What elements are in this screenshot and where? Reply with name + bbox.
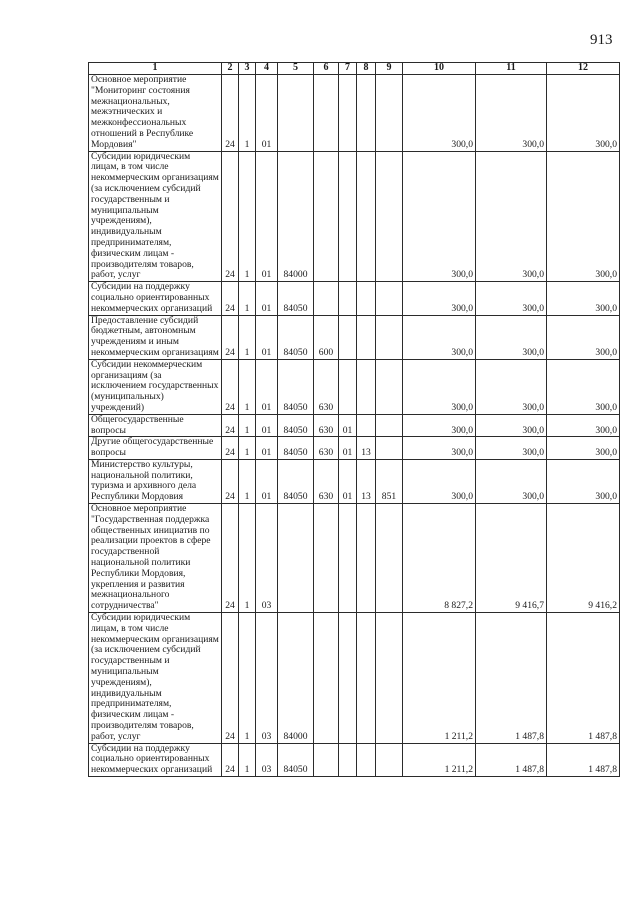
amount-year-2-cell: 300,0 xyxy=(476,414,547,437)
chapter-code-cell xyxy=(339,75,357,152)
chapter-code-cell xyxy=(339,504,357,613)
subsection-code-cell xyxy=(357,613,376,744)
subsection-code-cell xyxy=(357,743,376,776)
row-name-cell: Субсидии некоммерческим организациям (за исключением государственных (муниципальных) учреждений) xyxy=(89,359,222,414)
expense-type-cell xyxy=(314,75,339,152)
program-code-cell: 1 xyxy=(239,75,256,152)
amount-year-3-cell: 1 487,8 xyxy=(547,743,620,776)
event-code-cell: 01 xyxy=(256,459,278,503)
table-row xyxy=(89,613,620,744)
section-code-cell: 24 xyxy=(222,504,239,613)
expense-type-cell xyxy=(314,282,339,315)
direction-code-cell: 84050 xyxy=(278,414,314,437)
ministry-code-cell xyxy=(376,75,403,152)
column-header: 7 xyxy=(339,63,357,75)
table-row xyxy=(89,282,620,315)
column-header: 6 xyxy=(314,63,339,75)
program-code-cell: 1 xyxy=(239,414,256,437)
ministry-code-cell: 851 xyxy=(376,459,403,503)
amount-year-1-cell: 300,0 xyxy=(403,151,476,282)
amount-year-2-cell: 300,0 xyxy=(476,315,547,359)
amount-year-2-cell: 1 487,8 xyxy=(476,743,547,776)
program-code-cell: 1 xyxy=(239,459,256,503)
amount-year-2-cell: 300,0 xyxy=(476,437,547,460)
chapter-code-cell xyxy=(339,359,357,414)
direction-code-cell: 84050 xyxy=(278,359,314,414)
subsection-code-cell xyxy=(357,282,376,315)
ministry-code-cell xyxy=(376,613,403,744)
direction-code-cell: 84000 xyxy=(278,613,314,744)
amount-year-1-cell: 300,0 xyxy=(403,414,476,437)
chapter-code-cell xyxy=(339,613,357,744)
header-row xyxy=(89,63,620,75)
direction-code-cell: 84050 xyxy=(278,282,314,315)
amount-year-2-cell: 1 487,8 xyxy=(476,613,547,744)
amount-year-3-cell: 300,0 xyxy=(547,414,620,437)
amount-year-3-cell: 300,0 xyxy=(547,282,620,315)
program-code-cell: 1 xyxy=(239,315,256,359)
event-code-cell: 01 xyxy=(256,151,278,282)
subsection-code-cell xyxy=(357,151,376,282)
row-name-cell: Субсидии на поддержку социально ориентированных некоммерческих организаций xyxy=(89,282,222,315)
expense-type-cell: 630 xyxy=(314,359,339,414)
amount-year-1-cell: 8 827,2 xyxy=(403,504,476,613)
chapter-code-cell xyxy=(339,282,357,315)
ministry-code-cell xyxy=(376,359,403,414)
amount-year-1-cell: 300,0 xyxy=(403,459,476,503)
amount-year-3-cell: 300,0 xyxy=(547,359,620,414)
row-name-cell: Общегосударственные вопросы xyxy=(89,414,222,437)
table-row xyxy=(89,743,620,776)
amount-year-1-cell: 300,0 xyxy=(403,282,476,315)
column-header: 4 xyxy=(256,63,278,75)
ministry-code-cell xyxy=(376,414,403,437)
table-row xyxy=(89,437,620,460)
direction-code-cell: 84050 xyxy=(278,459,314,503)
subsection-code-cell: 13 xyxy=(357,459,376,503)
program-code-cell: 1 xyxy=(239,282,256,315)
table-row xyxy=(89,459,620,503)
table-row xyxy=(89,151,620,282)
subsection-code-cell xyxy=(357,504,376,613)
event-code-cell: 01 xyxy=(256,359,278,414)
column-header: 8 xyxy=(357,63,376,75)
expense-type-cell: 630 xyxy=(314,459,339,503)
budget-table xyxy=(88,62,620,777)
row-name-cell: Министерство культуры, национальной политики, туризма и архивного дела Республики Мордовия xyxy=(89,459,222,503)
table-row xyxy=(89,414,620,437)
program-code-cell: 1 xyxy=(239,151,256,282)
event-code-cell: 03 xyxy=(256,743,278,776)
amount-year-2-cell: 300,0 xyxy=(476,459,547,503)
ministry-code-cell xyxy=(376,282,403,315)
direction-code-cell: 84000 xyxy=(278,151,314,282)
program-code-cell: 1 xyxy=(239,504,256,613)
amount-year-3-cell: 300,0 xyxy=(547,315,620,359)
amount-year-3-cell: 1 487,8 xyxy=(547,613,620,744)
amount-year-1-cell: 300,0 xyxy=(403,437,476,460)
expense-type-cell: 630 xyxy=(314,437,339,460)
amount-year-1-cell: 1 211,2 xyxy=(403,743,476,776)
expense-type-cell xyxy=(314,613,339,744)
event-code-cell: 01 xyxy=(256,315,278,359)
chapter-code-cell xyxy=(339,315,357,359)
table-row xyxy=(89,359,620,414)
subsection-code-cell xyxy=(357,75,376,152)
expense-type-cell: 600 xyxy=(314,315,339,359)
program-code-cell: 1 xyxy=(239,437,256,460)
event-code-cell: 01 xyxy=(256,414,278,437)
chapter-code-cell: 01 xyxy=(339,459,357,503)
row-name-cell: Другие общегосударственные вопросы xyxy=(89,437,222,460)
column-header: 2 xyxy=(222,63,239,75)
column-header: 5 xyxy=(278,63,314,75)
amount-year-3-cell: 300,0 xyxy=(547,459,620,503)
row-name-cell: Субсидии юридическим лицам, в том числе некоммерческим организациям (за исключением субсидий государственным и муниципальным учреждениям), индивидуальным предпринимателям, физическим лицам - производителям товаров, работ, услуг xyxy=(89,151,222,282)
chapter-code-cell xyxy=(339,151,357,282)
row-name-cell: Субсидии юридическим лицам, в том числе некоммерческим организациям (за исключением субсидий государственным и муниципальным учреждениям), индивидуальным предпринимателям, физическим лицам - производителям товаров, работ, услуг xyxy=(89,613,222,744)
chapter-code-cell: 01 xyxy=(339,437,357,460)
row-name-cell: Основное мероприятие "Государственная поддержка общественных инициатив по реализации проектов в сфере государственной национальной политики Республики Мордовия, укрепления и развития межнационального сотрудничества" xyxy=(89,504,222,613)
subsection-code-cell xyxy=(357,315,376,359)
table-row xyxy=(89,75,620,152)
amount-year-2-cell: 300,0 xyxy=(476,359,547,414)
direction-code-cell: 84050 xyxy=(278,315,314,359)
amount-year-1-cell: 300,0 xyxy=(403,359,476,414)
ministry-code-cell xyxy=(376,743,403,776)
subsection-code-cell: 13 xyxy=(357,437,376,460)
row-name-cell: Субсидии на поддержку социально ориентированных некоммерческих организаций xyxy=(89,743,222,776)
expense-type-cell xyxy=(314,504,339,613)
amount-year-2-cell: 300,0 xyxy=(476,75,547,152)
amount-year-3-cell: 300,0 xyxy=(547,437,620,460)
event-code-cell: 03 xyxy=(256,613,278,744)
section-code-cell: 24 xyxy=(222,437,239,460)
amount-year-1-cell: 300,0 xyxy=(403,315,476,359)
expense-type-cell xyxy=(314,151,339,282)
amount-year-3-cell: 300,0 xyxy=(547,75,620,152)
section-code-cell: 24 xyxy=(222,613,239,744)
ministry-code-cell xyxy=(376,504,403,613)
amount-year-1-cell: 300,0 xyxy=(403,75,476,152)
table-row xyxy=(89,315,620,359)
column-header: 1 xyxy=(89,63,222,75)
section-code-cell: 24 xyxy=(222,315,239,359)
section-code-cell: 24 xyxy=(222,459,239,503)
section-code-cell: 24 xyxy=(222,151,239,282)
subsection-code-cell xyxy=(357,414,376,437)
expense-type-cell xyxy=(314,743,339,776)
ministry-code-cell xyxy=(376,315,403,359)
expense-type-cell: 630 xyxy=(314,414,339,437)
section-code-cell: 24 xyxy=(222,75,239,152)
event-code-cell: 01 xyxy=(256,437,278,460)
column-header: 3 xyxy=(239,63,256,75)
event-code-cell: 01 xyxy=(256,75,278,152)
ministry-code-cell xyxy=(376,437,403,460)
subsection-code-cell xyxy=(357,359,376,414)
column-header: 9 xyxy=(376,63,403,75)
section-code-cell: 24 xyxy=(222,359,239,414)
direction-code-cell xyxy=(278,504,314,613)
ministry-code-cell xyxy=(376,151,403,282)
section-code-cell: 24 xyxy=(222,282,239,315)
direction-code-cell xyxy=(278,75,314,152)
column-header: 11 xyxy=(476,63,547,75)
event-code-cell: 03 xyxy=(256,504,278,613)
program-code-cell: 1 xyxy=(239,613,256,744)
amount-year-3-cell: 300,0 xyxy=(547,151,620,282)
section-code-cell: 24 xyxy=(222,414,239,437)
amount-year-3-cell: 9 416,2 xyxy=(547,504,620,613)
row-name-cell: Предоставление субсидий бюджетным, автономным учреждениям и иным некоммерческим организациям xyxy=(89,315,222,359)
chapter-code-cell: 01 xyxy=(339,414,357,437)
row-name-cell: Основное мероприятие "Мониторинг состояния межнациональных, межэтнических и межконфессиональных отношений в Республике Мордовия" xyxy=(89,75,222,152)
amount-year-2-cell: 300,0 xyxy=(476,282,547,315)
event-code-cell: 01 xyxy=(256,282,278,315)
amount-year-2-cell: 9 416,7 xyxy=(476,504,547,613)
amount-year-2-cell: 300,0 xyxy=(476,151,547,282)
section-code-cell: 24 xyxy=(222,743,239,776)
program-code-cell: 1 xyxy=(239,359,256,414)
table-row xyxy=(89,504,620,613)
page-number: 913 xyxy=(590,32,613,48)
direction-code-cell: 84050 xyxy=(278,743,314,776)
chapter-code-cell xyxy=(339,743,357,776)
column-header: 12 xyxy=(547,63,620,75)
amount-year-1-cell: 1 211,2 xyxy=(403,613,476,744)
direction-code-cell: 84050 xyxy=(278,437,314,460)
program-code-cell: 1 xyxy=(239,743,256,776)
column-header: 10 xyxy=(403,63,476,75)
